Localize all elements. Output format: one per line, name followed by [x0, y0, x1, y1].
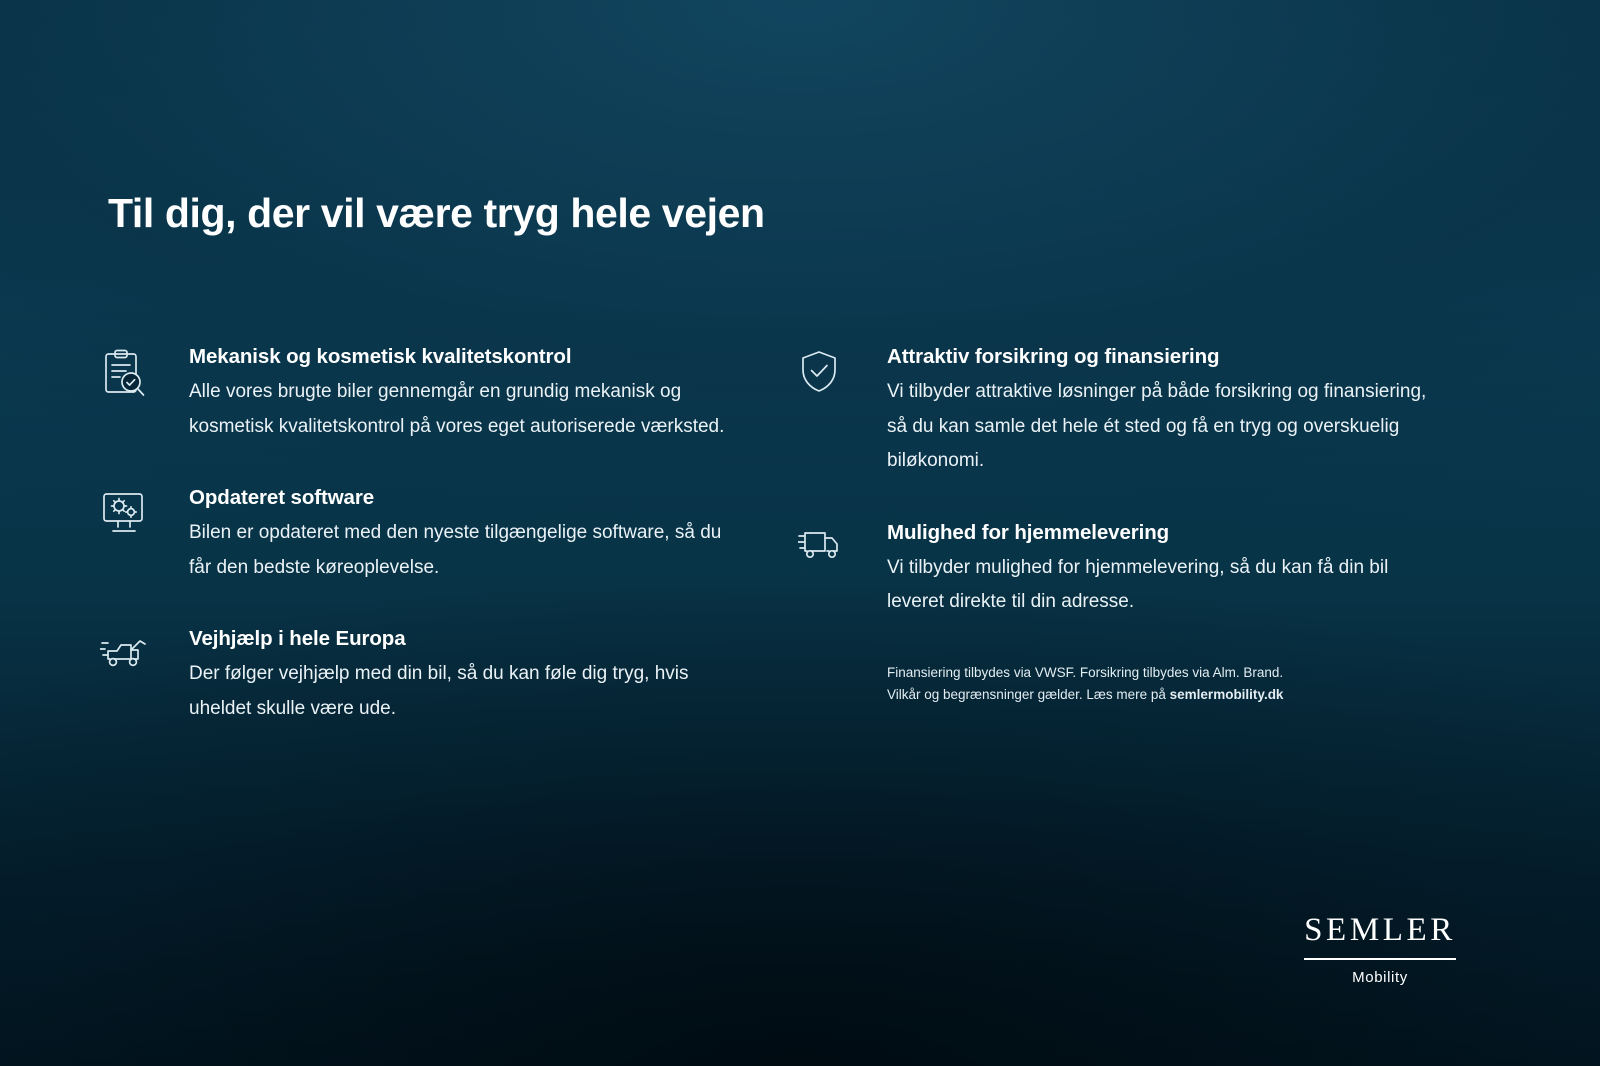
logo-divider: [1304, 958, 1456, 960]
feature-item: [100, 627, 730, 726]
monitor-gears-icon: [100, 486, 164, 536]
feature-text: [862, 345, 1438, 479]
feature-text: [164, 345, 730, 444]
logo-subtitle: Mobility: [1352, 969, 1408, 986]
feature-title: Attraktiv forsikring og finansiering: [887, 345, 1220, 368]
feature-title: Mulighed for hjemmelevering: [887, 520, 1170, 544]
features-column-right: [798, 345, 1438, 726]
disclaimer-line-2: [887, 684, 1407, 706]
disclaimer-text: [887, 662, 1407, 707]
feature-item: [798, 521, 1438, 620]
clipboard-check-magnifier-icon: [100, 345, 164, 399]
semler-mobility-logo: [1280, 914, 1480, 986]
disclaimer-link[interactable]: semlermobility.dk: [1169, 687, 1284, 703]
tow-truck-icon: [100, 627, 164, 671]
logo-wordmark: SEMLER: [1304, 912, 1456, 948]
disclaimer-line-1: Finansiering tilbydes via VWSF. Forsikring tilbydes via Alm. Brand.: [887, 664, 1284, 680]
feature-title: Opdateret software: [189, 486, 375, 510]
feature-text: [164, 486, 730, 585]
features-columns: [100, 345, 1520, 726]
feature-body: Alle vores brugte biler gennemgår en grundig mekanisk og kosmetisk kvalitetskontrol på vores eget autoriserede værksted.: [189, 381, 725, 437]
feature-body: Vi tilbyder attraktive løsninger på både forsikring og finansiering, så du kan samle det hele ét sted og få en tryg og overskuelig biløkonomi.: [887, 381, 1427, 472]
feature-item: [100, 345, 730, 444]
feature-body: Der følger vejhjælp med din bil, så du kan føle dig tryg, hvis uheldet skulle være ude.: [189, 663, 689, 719]
feature-item: [798, 345, 1438, 479]
delivery-truck-icon: [798, 521, 862, 563]
feature-title: Vejhjælp i hele Europa: [189, 627, 406, 651]
feature-text: [164, 627, 730, 726]
page-title: Til dig, der vil være tryg hele vejen: [108, 190, 765, 236]
shield-check-icon: [798, 345, 862, 395]
feature-body: Bilen er opdateret med den nyeste tilgængelige software, så du får den bedste køreoplevelse.: [189, 522, 722, 578]
feature-text: [862, 521, 1438, 620]
feature-title: Mekanisk og kosmetisk kvalitetskontrol: [189, 345, 572, 368]
features-column-left: [100, 345, 730, 726]
feature-item: [100, 486, 730, 585]
disclaimer-line-2-prefix: Vilkår og begrænsninger gælder. Læs mere på: [887, 687, 1170, 703]
feature-body: Vi tilbyder mulighed for hjemmelevering, så du kan få din bil leveret direkte til din adresse.: [887, 556, 1389, 613]
